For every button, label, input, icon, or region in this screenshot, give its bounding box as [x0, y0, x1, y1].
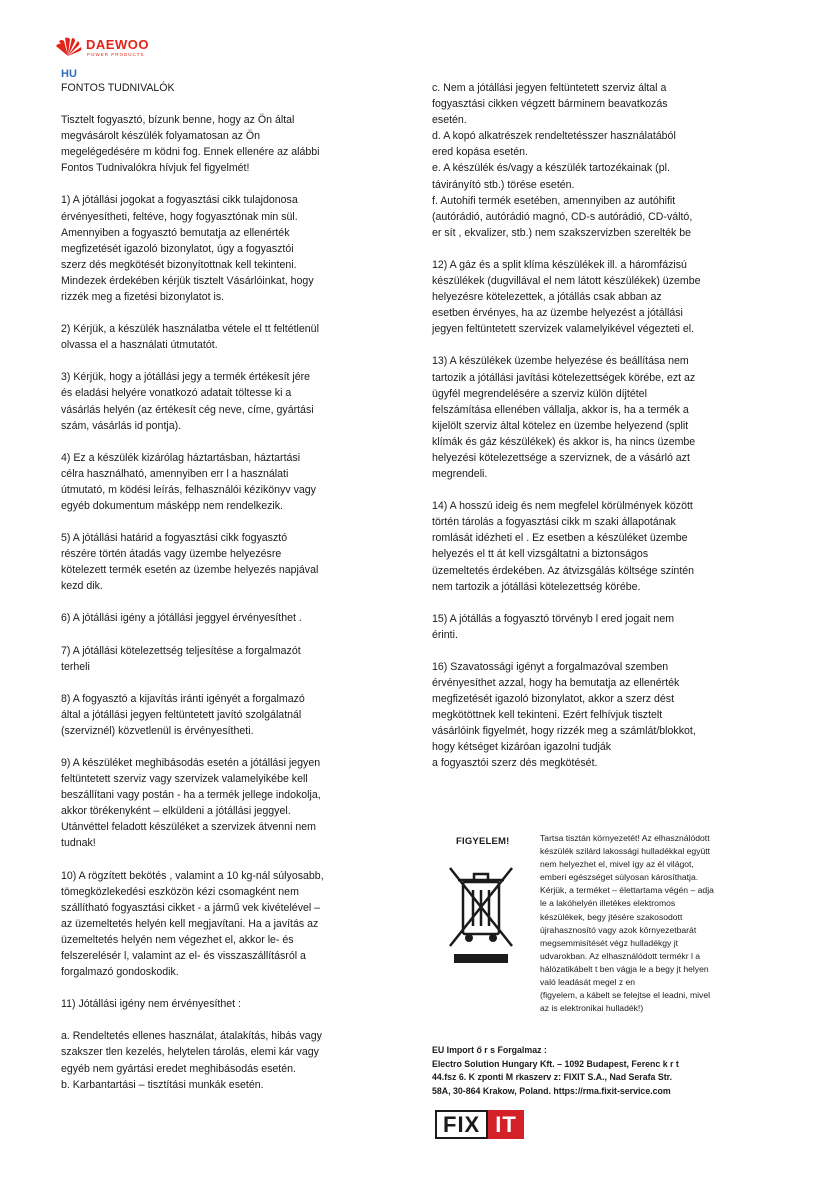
brand-name: DAEWOO — [86, 37, 149, 52]
paragraph-2: 2) Kérjük, a készülék használatba vétele el tt feltétlenül olvassa el a használati útmutatót. — [61, 323, 319, 352]
fixit-logo-left: FIX — [435, 1110, 488, 1139]
paragraph-9: 9) A készüléket meghibásodás esetén a jótállási jegyen feltüntetett szerviz vagy szervizek valamelyikébe kell beszállítani vagy postán - ha a termék jellege indokolja, akkor törékenyként – elküldeni a jótállási jeggyel. Utánvéttel feladott készüléket a szervizek átvenni nem tudnak! — [61, 757, 321, 850]
paragraph-7: 7) A jótállási kötelezettség teljesítése a forgalmazót terheli — [61, 644, 301, 673]
paragraph-11: 11) Jótállási igény nem érvényesíthet : — [61, 998, 241, 1011]
weee-text: Tartsa tisztán környezetét! Az elhasználódott készülék szilárd lakossági hulladékkal együtt nem helyezhet el, mivel így az él világot, emberi egészséget súlyosan károsíthatja. Kérjük, a terméket – élettartama végén – adja le a lakóhelyén illetékes elektromos készülékek, begy jtésére szakosodott újrahasznosító vagy azok környezetbarát megsemmisítését végz hulladékgy jt udvarokban. Az elhasználódott termékr l a hálózatikábelt t ben vágja le a begy jt helyen való leadását megel z en (figyelem, a kábelt se felejtse el leadni, mivel az is elektronikai hulladék!) — [540, 833, 714, 1014]
importer-info: EU Import ő r s Forgalmaz : Electro Solution Hungary Kft. – 1092 Budapest, Ferenc k r t 44.fsz 6. K zponti M rkaszerv z: FIXIT S.A., Nad Serafa Str. 58A, 30-864 Krakow, Poland. https://rma.fixit-service.com — [432, 1045, 679, 1096]
paragraph-10: 10) A rögzített bekötés , valamint a 10 kg-nál súlyosabb, tömegközlekedési eszközön kézi csomagként nem szállítható fogyasztási cikket - a jármű vek kivételével – az üzemeltetés helyén kell megjavítani. Ha a javítás az üzemeltetés helyén nem végezhet el, akkor le- és felszerelésér l, valamint az el- és visszaszállításról a forgalmazó gondoskodik. — [61, 869, 324, 979]
paragraph-3: 3) Kérjük, hogy a jótállási jegy a termék értékesít jére és eladási helyére vonatkozó adatait töltesse ki a vásárlás helyén (az értékesít cég neve, címe, gyártási szám, vásárlás id pontja). — [61, 371, 314, 432]
paragraph-12: 12) A gáz és a split klíma készülékek ill. a háromfázisú készülékek (dugvillával el nem látott készülékek) üzembe helyezésre kötelezettek, a jótállás csak abban az esetben érvényes, ha az üzembe helyezést a jótállási jegyen feltüntetett szervizek valamelyikével végezteti el. — [432, 258, 701, 336]
paragraph-5: 5) A jótállási határid a fogyasztási cikk fogyasztó részére történ átadás vagy üzembe helyezésre kötelezett termék esetén az üzembe helyezés napjával kezd dik. — [61, 532, 319, 593]
document-heading: FONTOS TUDNIVALÓK — [61, 82, 175, 94]
left-column — [61, 80, 407, 1093]
fixit-logo-right: IT — [488, 1110, 524, 1139]
paragraph-14: 14) A hosszú ideig és nem megfelel körülmények között történ tárolás a fogyasztási cikk m szaki állapotának romlását idézheti el . Ez esetben a készüléket üzembe helyezés el tt át kell vizsgáltatni a biztonságos üzemeltetés érdekében. Az átvizsgálás költsége szintén nem tartozik a jótállási kötelezettség körébe. — [432, 500, 695, 593]
paragraph-11-items-ab: a. Rendeltetés ellenes használat, átalakítás, hibás vagy szakszer tlen kezelés, helytelen tárolás, elemi kár vagy egyéb nem gyártási eredet meghibásodás esetén. b. Karbantartási – tisztítási munkák esetén. — [61, 1030, 322, 1091]
language-code: HU — [61, 68, 77, 80]
brand-tagline: POWER PRODUCTS — [87, 52, 145, 57]
paragraph-16: 16) Szavatossági igényt a forgalmazóval szemben érvényesíthet azzal, hogy ha bemutatja az ellenérték megfizetését igazoló bizonylatot, akkor a szerz dést megkötöttnek kell tekinteni. Ezért felhívjuk tisztelt vásárlóink figyelmét, hogy rizzék meg a számlát/blokkot, hogy kétséget kizáróan igazolni tudják a fogyasztói szerz dés megkötését. — [432, 660, 696, 770]
crossed-bin-icon — [444, 858, 518, 968]
weee-notice — [432, 832, 782, 1032]
paragraph-15: 15) A jótállás a fogyasztó törvényb l ered jogait nem érinti. — [432, 612, 675, 641]
paragraph-6: 6) A jótállási igény a jótállási jeggyel érvényesíthet . — [61, 612, 302, 625]
right-column — [432, 80, 782, 772]
paragraph-8: 8) A fogyasztó a kijavítás iránti igényét a forgalmazó által a jótállási jegyen feltüntetett javító szolgálatnál (szerviznél) közvetlenül is érvényesítheti. — [61, 692, 305, 737]
fixit-logo — [435, 1110, 524, 1139]
paragraph-13: 13) A készülékek üzembe helyezése és beállítása nem tartozik a jótállási javítási kötelezettségek körébe, ezt az ügyfél megrendelésére a szerviz külön díjtétel felszámítása ellenében vállalja, akkor is, ha a termék a kijelölt szerviz által kötelez en üzembe helyezend (split klímák és gáz készülékek) és akkor is, ha nincs üzembe helyezési kötelezettsége a szerviznek, de a vásárló azt megrendeli. — [432, 355, 696, 481]
paragraph-11-items-cf: c. Nem a jótállási jegyen feltüntetett szerviz által a fogyasztási cikken végzett bárminem beavatkozás esetén. d. A kopó alkatrészek rendeltetésszer használatából ered kopása esetén. e. A készülék és/vagy a készülék tartozékainak (pl. távirányító stb.) törése esetén. f. Autohifi termék esetében, amennyiben az autóhifit (autórádió, autórádió magnó, CD-s autórádió, CD-váltó, er sít , ekvalizer, stb.) nem szakszervizben szerelték be — [432, 82, 693, 239]
paragraph-1: 1) A jótállási jogokat a fogyasztási cikk tulajdonosa érvényesítheti, feltéve, hogy fogyasztónak min sül. Amennyiben a fogyasztó bemutatja az ellenérték megfizetését igazoló bizonylatot, úgy a fogyasztói szerz dés megkötését bizonyítottnak kell tekinteni. Mindezek érdekében kérjük tisztelt Vásárlóinkat, hogy rizzék meg a fizetési bizonylatot is. — [61, 194, 314, 304]
paragraph-intro: Tisztelt fogyasztó, bízunk benne, hogy az Ön által megvásárolt készülék folyamatosan az Ön megelégedésére m ködni fog. Ennek ellenére az alábbi Fontos Tudnivalókra hívjuk fel figyelmét! — [61, 114, 320, 175]
weee-title: FIGYELEM! — [456, 836, 510, 847]
paragraph-4: 4) Ez a készülék kizárólag háztartásban, háztartási célra használható, amennyiben err l a használati útmutató, m ködési leírás, felhasználói kézikönyv vagy egyéb dokumentum másképp nem rendelkezik. — [61, 451, 316, 512]
daewoo-logo — [52, 34, 152, 64]
